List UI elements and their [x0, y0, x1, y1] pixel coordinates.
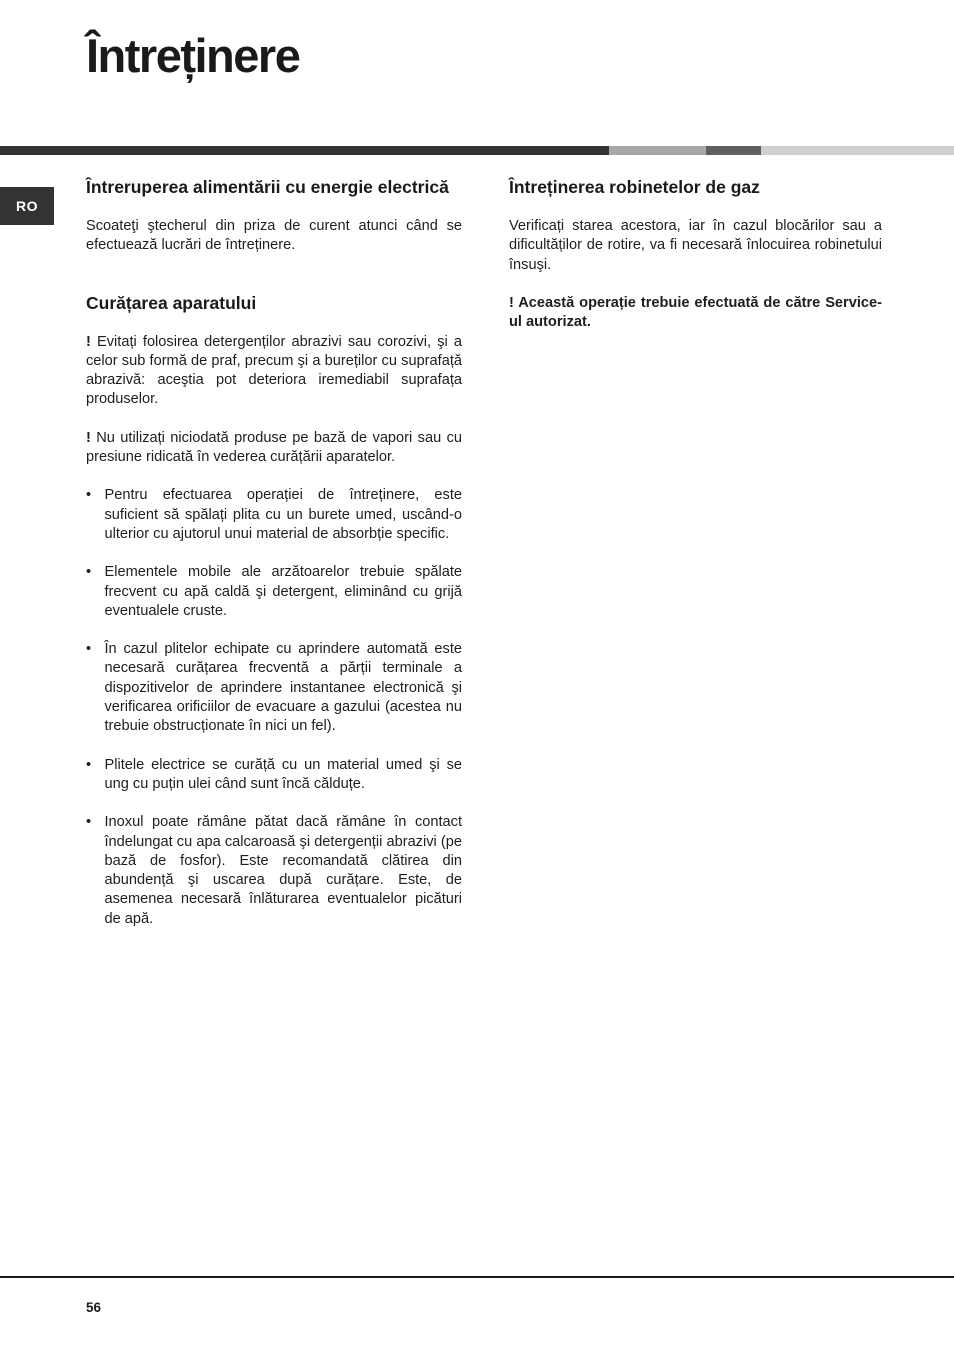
page-title: Întreținere	[86, 29, 300, 82]
list-item-text: În cazul plitelor echipate cu aprindere automată este necesară curățarea frecventă a părții terminale a dispozitivelor de aprindere instantanee electronică şi verificarea orificiilor de evacuare a gazului (acestea nu trebuie obstrucționate în nici un fel).	[104, 641, 462, 735]
cleaning-warning-1	[86, 333, 462, 410]
list-item-text: Inoxul poate rămâne pătat dacă rămâne în contact îndelungat cu apa calcaroasă şi detergenții abrazivi (pe bază de fosfor). Este recomandată clătirea din abundență şi uscarea după curățare. Este, de asemenea necesară înlăturarea eventualelor picături de apă.	[104, 814, 462, 927]
list-item	[86, 756, 462, 795]
list-item-text: Elementele mobile ale arzătoarelor trebuie spălate frecvent cu apă caldă şi detergent, eliminând cu grijă eventualele cruste.	[104, 564, 462, 619]
section-heading-cleaning: Curățarea aparatului	[86, 292, 257, 313]
footer-rule	[0, 1276, 954, 1278]
cleaning-bullet-list	[86, 486, 462, 929]
header-rule-light	[609, 146, 706, 155]
bullet-icon: •	[86, 564, 92, 581]
gas-taps-paragraph: Verificați starea acestora, iar în cazul blocărilor sau a dificultăților de rotire, va fi necesară înlocuirea robinetului însuşi.	[509, 218, 882, 273]
header-rule-medium	[706, 146, 761, 155]
list-item	[86, 563, 462, 621]
warning-text: Nu utilizați niciodată produse pe bază de vapori sau cu presiune ridicată în vederea curățării aparatelor.	[86, 429, 462, 466]
right-column	[509, 177, 882, 332]
section-heading-gas-taps: Întreținerea robinetelor de gaz	[509, 177, 760, 197]
list-item	[86, 640, 462, 736]
bullet-icon: •	[86, 641, 92, 658]
warning-mark: !	[86, 429, 91, 446]
warning-mark: !	[86, 333, 91, 350]
bullet-icon: •	[86, 487, 92, 504]
header-rule-pale	[761, 146, 954, 155]
power-paragraph: Scoateţi ştecherul din priza de curent atunci când se efectuează lucrări de întreținere.	[86, 218, 462, 254]
cleaning-warning-2	[86, 429, 462, 468]
warning-text: Evitați folosirea detergenților abrazivi sau corozivi, şi a celor sub formă de praf, precum şi a bureților cu suprafață abrazivă: aceştia pot deteriora iremediabil suprafața produselor.	[86, 333, 462, 408]
gas-taps-warning: ! Această operație trebuie efectuată de către Service-ul autorizat.	[509, 294, 882, 331]
list-item-text: Plitele electrice se curăță cu un material umed şi se ung cu puțin ulei când sunt încă călduțe.	[104, 756, 462, 792]
header-rule-dark	[0, 146, 609, 155]
bullet-icon: •	[86, 756, 92, 773]
left-column	[86, 177, 462, 929]
bullet-icon: •	[86, 814, 92, 831]
list-item	[86, 813, 462, 929]
list-item	[86, 486, 462, 544]
page-number: 56	[86, 1300, 102, 1315]
list-item-text: Pentru efectuarea operației de întreținere, este suficient să spălați plita cu un burete umed, uscând-o ulterior cu ajutorul unui material de absorbție specific.	[104, 487, 462, 542]
language-tab: RO	[0, 187, 54, 225]
section-heading-power: Întreruperea alimentării cu energie electrică	[86, 177, 449, 197]
